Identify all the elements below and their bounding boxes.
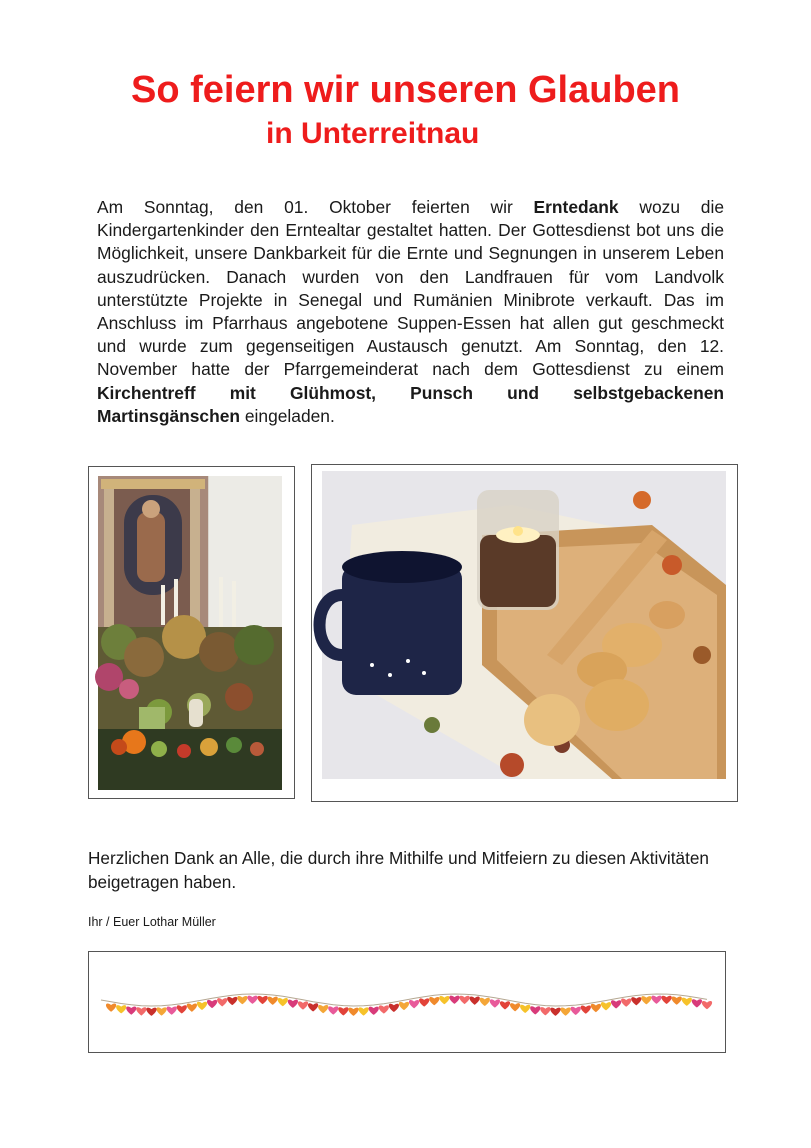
garland-heart [702,1001,712,1009]
photo-kirchentreff [311,464,738,802]
garland-heart [399,1002,409,1010]
garland-heart [268,997,278,1005]
garland-heart [470,997,480,1005]
garland-heart [278,998,288,1006]
garland-heart [682,998,692,1006]
garland-heart [661,996,671,1004]
garland-heart [207,1000,217,1008]
garland-heart [692,999,702,1007]
heart-garland [89,952,725,1052]
garland-heart [237,996,247,1004]
garland-heart [338,1007,348,1015]
garland-heart [379,1005,389,1013]
heart-garland-box [88,951,726,1053]
garland-heart [126,1006,136,1014]
garland-heart [459,996,469,1004]
page-title: So feiern wir unseren Glauben [130,69,680,111]
garland-heart [389,1004,399,1012]
garland-heart [369,1007,379,1015]
garland-heart [560,1007,570,1015]
garland-heart [490,999,500,1007]
garland-heart [429,997,439,1005]
garland-heart [298,1001,308,1009]
garland-heart [591,1004,601,1012]
garland-heart [530,1006,540,1014]
garland-heart [550,1008,560,1016]
article-text-2: wozu die Kindergartenkinder den Erntealtar gestaltet hatten. Der Gottesdienst bot uns die Möglichkeit, unsere Dankbarkeit für die Ernte und Segnungen in unserem Leben auszudrücken. Danach wurden von den Landfrauen für vom Landvolk unterstützte Projekte in Senegal und Rumänien Minibrote verkauft. Das im Anschluss im Pfarrhaus angebotene Suppen-Essen hat allen gut geschmeckt und wurde zum gegenseitigen Austausch genutzt. Am Sonntag, den 12. November hatte der Pfarrgemeinderat nach dem Gottesdienst zu einem [97,197,724,380]
garland-heart [167,1007,177,1015]
garland-heart [480,998,490,1006]
garland-heart [571,1007,581,1015]
page-subtitle: in Unterreitnau [266,117,480,150]
garland-heart [520,1005,530,1013]
garland-heart [308,1003,318,1011]
article-text-3: eingeladen. [240,405,335,426]
garland-heart [510,1003,520,1011]
garland-heart [217,998,227,1006]
garland-heart [106,1003,116,1011]
harvest-altar-image [89,467,294,798]
garland-heart [227,997,237,1005]
garland-heart [116,1005,126,1013]
garland-heart [146,1008,156,1016]
garland-heart [247,996,257,1004]
garland-heart [672,996,682,1004]
article-text-1: Am Sonntag, den 01. Oktober feierten wir [97,197,534,217]
photo-harvest-altar [88,466,295,799]
garland-heart [348,1008,358,1016]
garland-heart [136,1007,146,1015]
garland-heart [449,996,459,1004]
garland-heart [318,1005,328,1013]
article-paragraph [97,196,724,428]
garland-heart [641,996,651,1004]
garland-heart [156,1007,166,1015]
garland-heart [631,997,641,1005]
garland-heart [621,999,631,1007]
garland-heart [358,1007,368,1015]
garland-heart [328,1006,338,1014]
garland-heart [419,998,429,1006]
signature: Ihr / Euer Lothar Müller [88,915,216,929]
article-bold-kirchentreff: Kirchentreff mit Glühmost, Punsch und selbstgebackenen Martinsgänschen [97,382,724,426]
garland-heart [257,996,267,1004]
garland-heart [288,1000,298,1008]
garland-heart [177,1005,187,1013]
kirchentreff-image [312,465,737,801]
garland-heart [540,1007,550,1015]
garland-heart [409,1000,419,1008]
garland-heart [601,1002,611,1010]
article-bold-erntedank: Erntedank [533,197,619,217]
garland-heart [439,996,449,1004]
garland-heart [187,1004,197,1012]
garland-heart [611,1000,621,1008]
garland-heart [581,1006,591,1014]
garland-heart [651,996,661,1004]
garland-heart [500,1001,510,1009]
garland-heart [197,1002,207,1010]
thanks-paragraph: Herzlichen Dank an Alle, die durch ihre Mithilfe und Mitfeiern zu diesen Aktivitäten beigetragen haben. [88,848,709,892]
